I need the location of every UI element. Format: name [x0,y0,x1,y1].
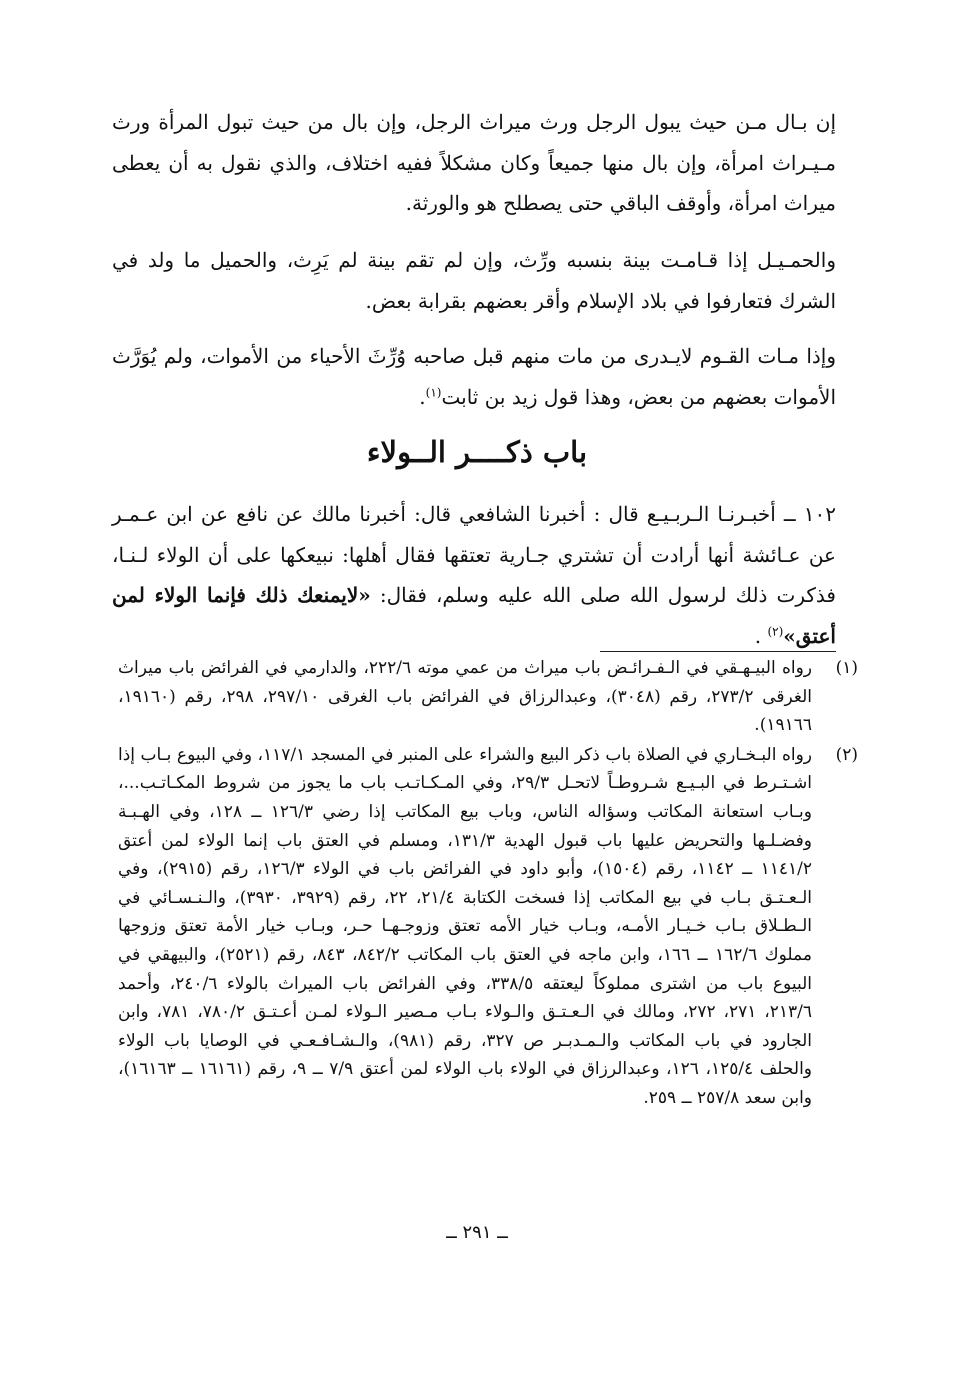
paragraph-text: وإذا مـات القـوم لايـدرى من مات منهم قبل صاحبه وُرِّثَ الأحياء من الأموات، ولم يُوَرَّث الأموات بعضهم من بعض، وهذا قول زيد بن ثابت [112,344,836,409]
footnote-1 [118,654,858,740]
footnotes [118,654,858,1114]
footnote-number: (١) [835,658,858,678]
paragraph-text: إن بـال مـن حيث يبول الرجل ورث ميراث الرجل، وإن بال من حيث تبول المرأة ورث مـيـراث امرأة، وإن بال منها جميعاً وكان مشكلاً ففيه اختلاف، والذي نقول به أن يعطى ميراث امرأة، وأوقف الباقي حتى يصطلح هو والورثة. [112,110,836,215]
body-paragraph-1 [112,102,836,224]
prophetic-quote: «لايمنعك ذلك فإنما الولاء لمن أعتق» [112,583,836,648]
body-paragraph-2 [112,240,836,321]
paragraph-wrapper [112,336,836,417]
footnote-reference-2[interactable]: (٢) [767,623,784,638]
footnote-text: رواه البيـهـقي في الـفـرائـض باب ميراث من عمي موته ٢٢٢/٦، والدارمي في الفرائض باب ميراث الغرقى ٢٧٣/٢، رقم (٣٠٤٨)، وعبدالرزاق في الفرائض باب الغرقى ٢٩٧/١٠، ٢٩٨، رقم (١٩١٦٠، ١٩١٦٦). [118,658,813,736]
footnote-text: رواه البـخـاري في الصلاة باب ذكر البيع والشراء على المنبر في المسجد ١١٧/١، وفي البيوع بـاب إذا اشـتـرط في البـيـع شـروطـاً لاتحـل ٢٩/٣، وفي المـكـاتـب باب ما يجوز من شروط المكـاتـب...، وبـاب استعانة المكاتب وسؤاله الناس، وباب بيع المكاتب إذا رضي ١٢٦/٣ ــ ١٢٨، وفي الهـبـة وفضـلـها والتحريض عليها باب قبول الهدية ١٣١/٣، ومسلم في العتق باب إنما الولاء لمن أعتق ١١٤١/٢ ــ ١١٤٢، رقم (١٥٠٤)، وأبو داود في الفرائض باب في الولاء ١٢٦/٣، رقم (٢٩١٥)، وفي الـعـتـق بـاب في بيع المكاتب إذا فسخت الكتابة ٢١/٤، ٢٢، رقم (٣٩٢٩، ٣٩٣٠)، والـنـسـائي في الـطـلاق بـاب خـيـار الأمـه، وبـاب خيار الأمه تعتق وزوجـهـا حـر، وبـاب خيار الأمة تعتق وزوجها مملوك ١٦٢/٦ ــ ١٦٦، وابن ماجه في العتق باب المكاتب ٨٤٢/٢، ٨٤٣، رقم (٢٥٢١)، والبيهقي في البيوع باب من اشترى مملوكاً ليعتقه ٣٣٨/٥، وفي الفرائض باب الميراث بالولاء ٢٤٠/٦، وأحمد ٢١٣/٦، ٢٧١، ٢٧٢، ومالك في الـعـتـق والـولاء بـاب مـصير الـولاء لمـن أعـتـق ٧٨٠/٢، ٧٨١، وابن الجارود في باب المكاتب والـمـدبـر ص ٣٢٧، رقم (٩٨١)، والـشـافـعـي في الوصايا باب الولاء والحلف ١٢٥/٤، ١٢٦، وعبدالرزاق في الولاء باب الولاء لمن أعتق ٧/٩ ــ ٩، رقم (١٦١٦١ ــ ١٦١٦٣)، وابن سعد ٢٥٧/٨ ــ ٢٥٩. [118,744,813,1108]
paragraph-text: والحمـيـل إذا قـامـت بينة بنسبه ورِّث، وإن لم تقم بينة لم يَرِث، والحميل ما ولد في الشرك فتعارفوا في بلاد الإسلام وأقر بعضهم بقرابة بعض. [112,248,836,313]
body-paragraph-3 [112,336,836,417]
chapter-heading: باب ذكــــر الــولاء [366,435,588,469]
hadith-text: ١٠٢ ــ أخبـرنـا الـربـيـع قال : أخبرنا الشافعي قال: أخبرنا مالك عن نافع عن ابن عـمـر عن عـائشة أنها أرادت أن تشتري جـارية تعتقها فقال أهلها: نبيعكها على أن الولاء لـنـا، فذكرت ذلك لرسول الله صلى الله عليه وسلم، فقال: [112,502,836,607]
hadith-paragraph [112,494,836,656]
sentence-end: . [754,623,768,648]
page-number: ــ ٢٩١ ــ [446,1222,508,1243]
sentence-end: . [419,384,426,409]
footnote-2 [118,741,858,1113]
footnote-separator [600,651,836,652]
footnote-number: (٢) [835,744,858,765]
footnote-reference-1[interactable]: (١) [425,384,442,399]
hadith-wrapper [112,494,836,656]
